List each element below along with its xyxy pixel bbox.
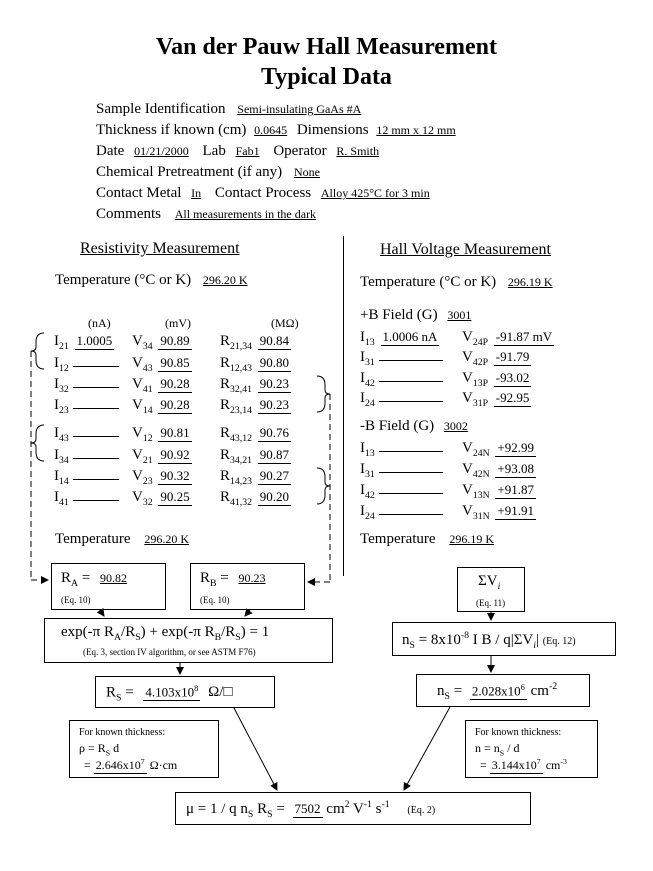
current-cell: $I_{32}$ xyxy=(54,376,119,395)
hall-voltage-cell: $V_{31P}$ -92.95 xyxy=(462,390,530,409)
hall-voltage-cell: $V_{24N} +92.99$ xyxy=(462,440,534,459)
rs-box: $R_S = 4.103x10^8$ Ω/□ xyxy=(95,676,275,708)
voltage-cell: $V_{12}$ 90.81 xyxy=(132,425,190,444)
hall-heading: Hall Voltage Measurement xyxy=(380,241,551,258)
rs-unit: Ω/□ xyxy=(208,684,233,701)
contact-process-value: Alloy 425°C for 3 min xyxy=(320,186,430,200)
rho-value: $2.646x10^7$ xyxy=(95,757,145,772)
ns-value: $2.028x10^6$ xyxy=(471,681,525,698)
hall-temp2-row: Temperature 296.19 K xyxy=(360,531,494,547)
left-brace-2 xyxy=(31,425,44,461)
rho-box: For known thickness: $\rho = R_S$ d = $2.646x10^7$ Ω·cm xyxy=(69,720,219,778)
current-cell: $I_{34}$ xyxy=(54,447,119,466)
resistivity-temp2-value: 296.20 K xyxy=(144,532,189,546)
rb-value: 90.23 xyxy=(238,571,266,585)
ra-box: $R_A = 90.82$ (Eq. 10) xyxy=(51,563,166,610)
resistance-cell: $R_{34,21}$ 90.87 xyxy=(220,447,289,466)
hall-current-cell: $I_{31}$ xyxy=(360,461,443,480)
n-box: For known thickness: $n = n_S / d$ = $3.144x10^7$ $cm^{-3}$ xyxy=(465,720,598,778)
hall-voltage-cell: $V_{42P}$ -91.79 xyxy=(462,349,530,368)
voltage-cell: $V_{41}$ 90.28 xyxy=(132,376,190,395)
hall-current-cell: $I_{13}$ 1.0006 nA xyxy=(360,329,438,348)
voltage-cell: $V_{34}$ 90.89 xyxy=(132,333,190,352)
left-brace-1 xyxy=(31,333,44,369)
minus-field-row: -B Field (G) 3002 xyxy=(360,418,468,434)
hall-current-cell: $I_{24}$ xyxy=(360,390,443,409)
page-subtitle: Typical Data xyxy=(261,64,392,90)
current-cell: $I_{12}$ xyxy=(54,355,119,374)
sum-v-box: $\Sigma V_i$ (Eq. 11) xyxy=(457,567,525,612)
hall-current-cell: $I_{13}$ xyxy=(360,440,443,459)
hall-temp2-value: 296.19 K xyxy=(449,532,494,546)
mobility-box: μ = 1 / q $n_S$ $R_S = 7502$ $cm^2$ $V^{-1}$ $s^{-1}$ (Eq. 2) xyxy=(175,792,531,825)
unit-resistance: (MΩ) xyxy=(271,316,299,330)
ns-formula: $n_S = 8x10^{-8}$ I B / $q|\Sigma V_i|$ (Eq. 12) xyxy=(402,630,576,651)
resistance-cell: $R_{32,41}$ 90.23 xyxy=(220,376,289,395)
hall-voltage-cell: $V_{42N} +93.08$ xyxy=(462,461,534,480)
current-cell: $I_{14}$ xyxy=(54,468,119,487)
hall-temp-value: 296.19 K xyxy=(507,275,553,289)
dimensions-value: 12 mm x 12 mm xyxy=(376,123,456,137)
minus-field-value: 3002 xyxy=(443,419,468,433)
current-cell: $I_{23}$ xyxy=(54,397,119,416)
right-brace-1 xyxy=(317,376,330,412)
voltage-cell: $V_{14}$ 90.28 xyxy=(132,397,190,416)
right-brace-2 xyxy=(317,468,330,504)
hall-voltage-cell: $V_{31N} +91.91$ xyxy=(462,503,534,522)
sample-id-row: Sample Identification Semi-insulating GaAs #A xyxy=(96,101,362,117)
comments-row: Comments All measurements in the dark xyxy=(96,206,317,222)
ra-value: 90.82 xyxy=(100,571,128,585)
pretreatment-row: Chemical Pretreatment (if any) None xyxy=(96,164,320,180)
hall-voltage-cell: $V_{13N} +91.87$ xyxy=(462,482,534,501)
rs-value: $4.103x10^8$ xyxy=(145,683,199,700)
voltage-cell: $V_{32}$ 90.25 xyxy=(132,489,190,508)
ra-eq: (Eq. 10) xyxy=(61,595,91,605)
hall-temp-row: Temperature (°C or K) 296.19 K xyxy=(360,274,553,290)
vdp-formula-note: (Eq. 3, section IV algorithm, or see ASTM F76) xyxy=(83,647,256,657)
lab-value: Fab1 xyxy=(235,144,260,158)
contact-metal-value: In xyxy=(191,186,202,200)
sum-v-eq: (Eq. 11) xyxy=(476,598,506,608)
hall-current-cell: $I_{42}$ xyxy=(360,370,443,389)
hall-current-cell: $I_{24}$ xyxy=(360,503,443,522)
page-title: Van der Pauw Hall Measurement xyxy=(156,34,497,60)
hall-voltage-cell: $V_{24P}$ -91.87 mV xyxy=(462,329,553,348)
vdp-formula: exp(-π $R_A/R_S) + \exp(-\pi$ $R_B/R_S) = 1$ xyxy=(61,624,270,643)
rb-eq: (Eq. 10) xyxy=(200,595,230,605)
hall-voltage-cell: $V_{13P}$ -93.02 xyxy=(462,370,530,389)
rb-box: $R_B = 90.23$ (Eq. 10) xyxy=(190,563,305,610)
voltage-cell: $V_{43}$ 90.85 xyxy=(132,355,190,374)
resistivity-temp-value: 296.20 K xyxy=(202,273,248,287)
plus-field-row: +B Field (G) 3001 xyxy=(360,307,472,323)
resistance-cell: $R_{14,23}$ 90.27 xyxy=(220,468,289,487)
unit-current: (nA) xyxy=(88,316,111,330)
voltage-cell: $V_{23}$ 90.32 xyxy=(132,468,190,487)
date-row: Date 01/21/2000 Lab Fab1 Operator R. Smith xyxy=(96,143,380,159)
contact-row: Contact Metal In Contact Process Alloy 425°C for 3 min xyxy=(96,185,430,201)
n-value: $3.144x10^7$ xyxy=(491,757,541,772)
resistance-cell: $R_{41,32}$ 90.20 xyxy=(220,489,289,508)
date-value: 01/21/2000 xyxy=(134,144,189,158)
current-cell: $I_{43}$ xyxy=(54,425,119,444)
plus-field-value: 3001 xyxy=(447,308,472,322)
operator-value: R. Smith xyxy=(336,144,380,158)
resistivity-heading: Resistivity Measurement xyxy=(80,240,240,257)
hall-current-cell: $I_{42}$ xyxy=(360,482,443,501)
resistance-cell: $R_{23,14}$ 90.23 xyxy=(220,397,289,416)
resistance-cell: $R_{21,34}$ 90.84 xyxy=(220,333,289,352)
hall-current-cell: $I_{31}$ xyxy=(360,349,443,368)
comments-value: All measurements in the dark xyxy=(174,207,317,221)
resistivity-temp2-row: Temperature 296.20 K xyxy=(55,531,189,547)
ns-box: $n_S = 2.028x10^6$ $cm^{-2}$ xyxy=(416,674,590,707)
sample-id-value: Semi-insulating GaAs #A xyxy=(237,102,362,116)
resistance-cell: $R_{12,43}$ 90.80 xyxy=(220,355,289,374)
current-cell: $I_{41}$ xyxy=(54,489,119,508)
voltage-cell: $V_{21}$ 90.92 xyxy=(132,447,190,466)
unit-voltage: (mV) xyxy=(165,316,191,330)
thickness-row: Thickness if known (cm) 0.0645 Dimensions 12 mm x 12 mm xyxy=(96,122,456,138)
mobility-value: 7502 xyxy=(294,801,321,816)
resistance-cell: $R_{43,12}$ 90.76 xyxy=(220,425,289,444)
pretreatment-value: None xyxy=(293,165,320,179)
thickness-value: 0.0645 xyxy=(254,123,288,137)
resistivity-temp-row: Temperature (°C or K) 296.20 K xyxy=(55,272,248,288)
current-cell: $I_{21}$ 1.0005 xyxy=(54,333,113,352)
